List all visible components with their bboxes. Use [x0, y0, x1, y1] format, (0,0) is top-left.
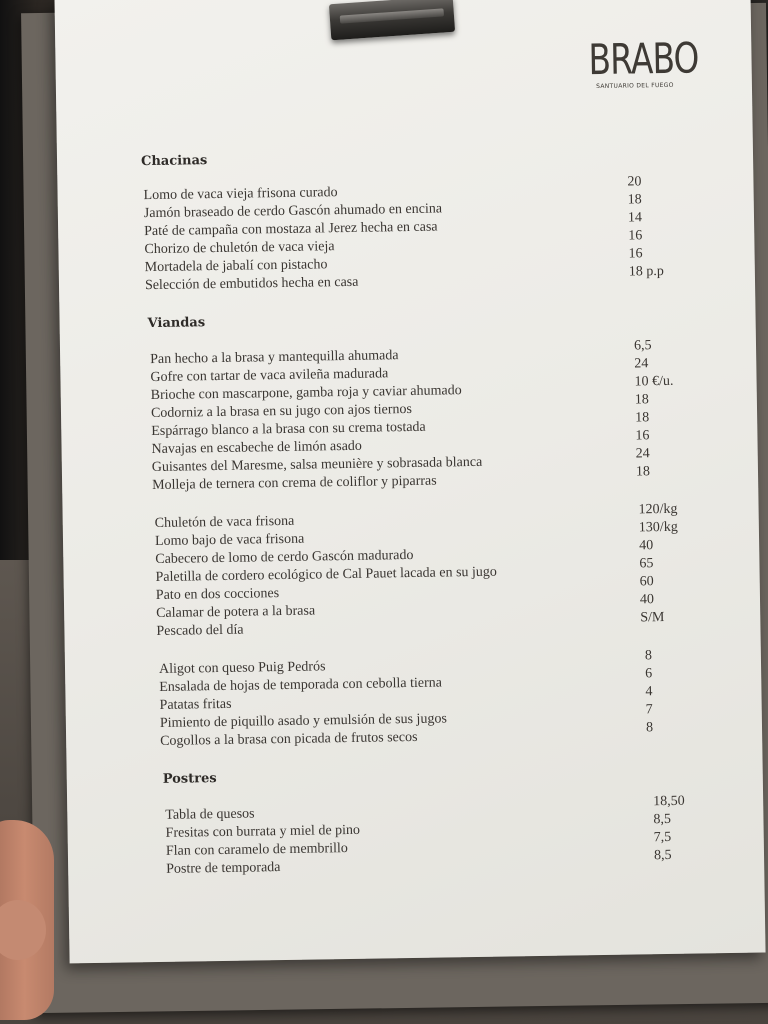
menu-item-price: 18 p.p: [628, 263, 664, 280]
menu-item: Patatas fritas: [159, 696, 232, 713]
menu-item-price: 40: [639, 592, 655, 608]
menu-item-price: 8,5: [653, 811, 672, 828]
menu-item: Molleja de ternera con crema de coliflor y piparras: [152, 473, 437, 494]
menu-item: Guisantes del Maresme, salsa meunière y sobrasada blanca: [151, 454, 483, 476]
section-title-chacinas: Chacinas: [140, 153, 208, 170]
menu-item-price: 8: [645, 720, 654, 736]
menu-item-price: 4: [645, 684, 653, 700]
menu-item-price: 16: [635, 428, 650, 444]
menu-item-price: 24: [635, 446, 650, 462]
menu-item: Chuletón de vaca frisona: [154, 513, 295, 532]
menu-item: Paté de campaña con mostaza al Jerez hecha en casa: [144, 219, 438, 240]
menu-item-price: 10 €/u.: [634, 373, 674, 390]
menu-item: Pimiento de piquillo asado y emulsión de sus jugos: [159, 711, 447, 731]
menu-item: Navajas en escabeche de limón asado: [151, 438, 362, 458]
menu-item-price: 120/kg: [638, 501, 678, 518]
menu-item-price: 16: [628, 228, 643, 244]
section-title-postres: Postres: [162, 771, 217, 787]
menu-item: Pan hecho a la brasa y mantequilla ahumada: [150, 348, 399, 368]
brand-logo: [575, 33, 699, 91]
menu-item-price: 8: [644, 648, 653, 664]
menu-item: Postre de temporada: [166, 860, 281, 877]
brand-name: BRABO: [588, 33, 699, 85]
menu-item: Lomo bajo de vaca frisona: [154, 531, 305, 550]
menu-item-price: 7: [645, 702, 653, 718]
menu-item-price: 8,5: [653, 847, 672, 864]
menu-item: Tabla de quesos: [165, 806, 255, 823]
menu-item-price: 65: [639, 556, 654, 572]
menu-item-price: 18: [627, 192, 642, 208]
menu-item-price: 6: [645, 666, 653, 682]
menu-item-price: 18: [634, 392, 649, 408]
menu-item-price: 7,5: [653, 829, 672, 846]
menu-item-price: 20: [627, 174, 642, 190]
menu-item: Selección de embutidos hecha en casa: [144, 274, 359, 294]
menu-item-price: 18,50: [653, 793, 685, 810]
menu-item: Chorizo de chuletón de vaca vieja: [144, 239, 335, 258]
menu-item: Cogollos a la brasa con picada de frutos secos: [160, 729, 418, 749]
menu-item-price: 6,5: [633, 338, 652, 354]
menu-item: Aligot con queso Puig Pedrós: [158, 659, 326, 677]
menu-item: Fresitas con burrata y miel de pino: [165, 822, 361, 841]
menu-item: Jamón braseado de cerdo Gascón ahumado en encina: [143, 201, 443, 222]
menu-item: Mortadela de jabalí con pistacho: [144, 257, 328, 276]
menu-item: Ensalada de hojas de temporada con cebolla tierna: [159, 675, 443, 695]
menu-sheet: [54, 0, 765, 963]
menu-item: Brioche con mascarpone, gamba roja y caviar ahumado: [150, 383, 462, 404]
menu-item: Codorniz a la brasa en su jugo con ajos tiernos: [150, 401, 412, 422]
menu-item-price: 14: [627, 210, 643, 226]
menu-item-price: S/M: [640, 610, 665, 626]
menu-item: Espárrago blanco a la brasa con su crema tostada: [151, 419, 426, 440]
menu-item-price: 16: [628, 246, 643, 262]
menu-item: Pescado del día: [156, 622, 244, 640]
menu-item: Cabecero de lomo de cerdo Gascón madurado: [155, 547, 414, 568]
menu-item-price: 130/kg: [638, 519, 678, 536]
menu-item: Paletilla de cordero ecológico de Cal Pauet lacada en su jugo: [155, 564, 497, 586]
menu-item-price: 24: [634, 356, 649, 372]
menu-item: Lomo de vaca vieja frisona curado: [143, 185, 338, 204]
menu-item-price: 18: [635, 464, 651, 480]
section-title-viandas: Viandas: [147, 315, 206, 332]
menu-item: Pato en dos cocciones: [155, 586, 280, 604]
menu-item-price: 18: [635, 410, 650, 426]
brand-subtitle: SANTUARIO DEL FUEGO: [596, 81, 674, 91]
menu-item-price: 40: [639, 538, 654, 554]
menu-item: Calamar de potera a la brasa: [156, 603, 316, 622]
menu-item: Flan con caramelo de membrillo: [165, 841, 348, 859]
menu-item-price: 60: [639, 574, 654, 590]
menu-item: Gofre con tartar de vaca avileña madurada: [150, 366, 389, 386]
